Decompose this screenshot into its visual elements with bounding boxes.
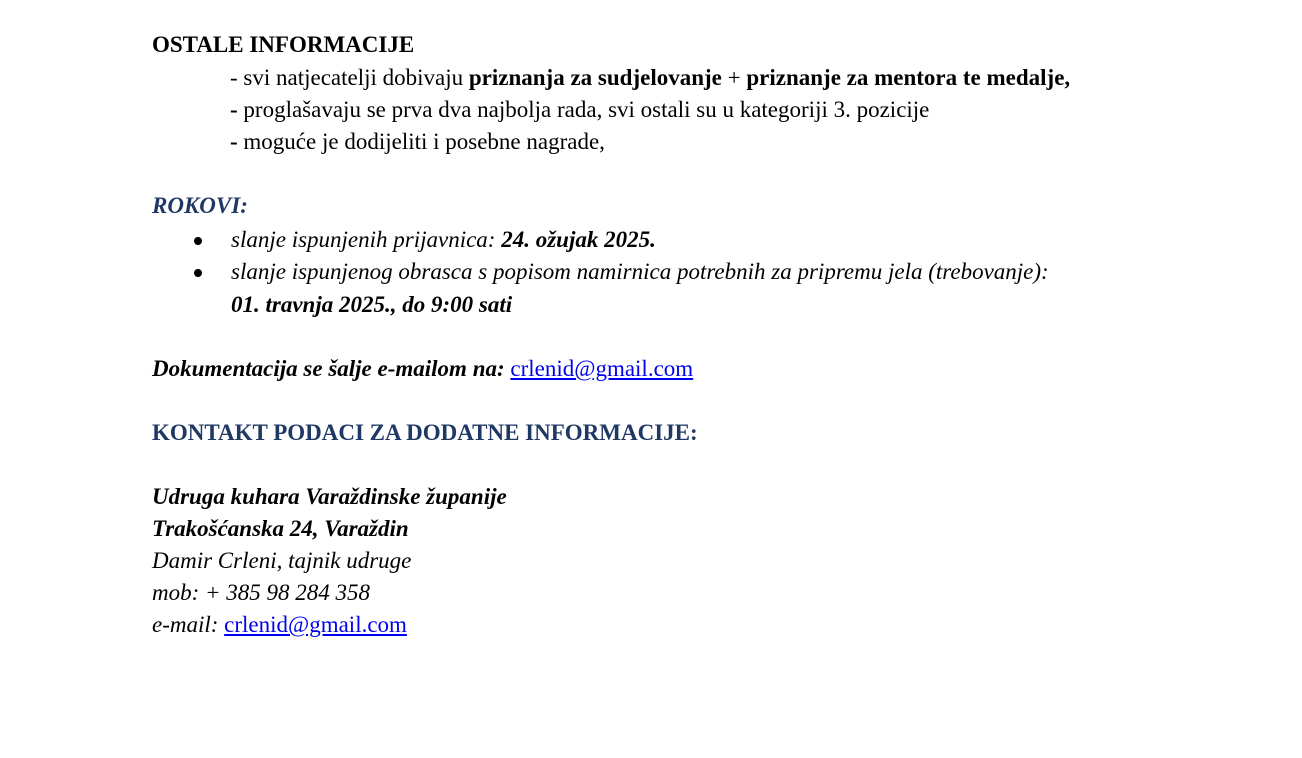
bullet-icon — [194, 269, 202, 277]
contact-organization: Udruga kuhara Varaždinske županije — [152, 484, 507, 509]
deadline-1-date: 24. ožujak 2025. — [501, 227, 656, 252]
contact-person: Damir Crleni, tajnik udruge — [152, 548, 412, 573]
item-3-text: moguće je dodijeliti i posebne nagrade, — [243, 129, 605, 154]
cropped-previous-text — [612, 0, 732, 3]
item-1-middle: + — [721, 65, 747, 90]
documentation-label: Dokumentacija se šalje e-mailom na: — [152, 356, 505, 381]
contact-heading: KONTAKT PODACI ZA DODATNE INFORMACIJE: — [152, 420, 698, 445]
other-info-item-3 — [230, 128, 605, 156]
documentation-line — [152, 355, 693, 383]
item-1-bold-mentor: priznanje za mentora te medalje, — [746, 65, 1071, 90]
item-2-dash: - — [230, 97, 244, 122]
other-info-item-1 — [230, 64, 1070, 92]
other-info-item-2 — [230, 96, 929, 124]
deadline-item-1 — [231, 226, 656, 254]
deadline-item-2: slanje ispunjenog obrasca s popisom namirnica potrebnih za pripremu jela (trebovanje): — [231, 259, 1049, 284]
deadline-1-text: slanje ispunjenih prijavnica: — [231, 227, 502, 252]
contact-email-line — [152, 611, 407, 639]
other-info-heading: OSTALE INFORMACIJE — [152, 32, 415, 57]
contact-email-label: e-mail: — [152, 612, 225, 637]
contact-address: Trakošćanska 24, Varaždin — [152, 516, 409, 541]
item-1-bold-participation: priznanja za sudjelovanje — [468, 65, 722, 90]
item-1-prefix: - svi natjecatelji dobivaju — [230, 65, 469, 90]
documentation-email-link[interactable]: crlenid@gmail.com — [510, 356, 694, 381]
bullet-icon — [194, 237, 202, 245]
item-2-text: proglašavaju se prva dva najbolja rada, svi ostali su u kategoriji 3. pozicije — [243, 97, 930, 122]
contact-mobile: mob: + 385 98 284 358 — [152, 580, 371, 605]
contact-email-link[interactable]: crlenid@gmail.com — [224, 612, 407, 637]
item-3-dash: - — [230, 129, 244, 154]
deadlines-heading: ROKOVI: — [152, 193, 248, 218]
deadline-2-date: 01. travnja 2025., do 9:00 sati — [231, 292, 513, 317]
